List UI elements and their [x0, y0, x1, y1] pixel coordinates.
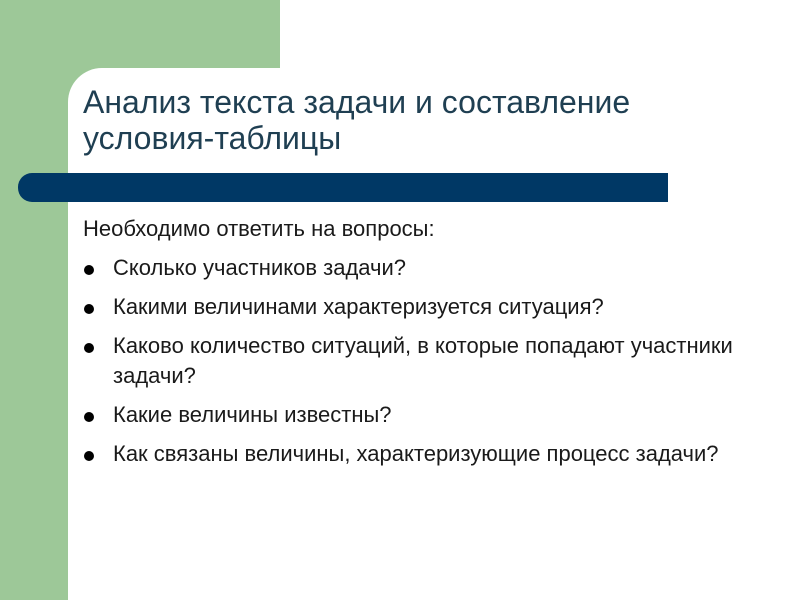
question-item [83, 292, 773, 322]
question-item [83, 439, 773, 469]
questions-list [83, 253, 773, 478]
question-text: Каково количество ситуаций, в которые попадают участники задачи? [113, 333, 733, 388]
question-text: Какие величины известны? [113, 402, 392, 427]
bullet-icon [84, 304, 94, 314]
background-green-left-strip [0, 0, 68, 600]
question-text: Сколько участников задачи? [113, 255, 407, 280]
title-divider-bar [18, 173, 668, 202]
bullet-icon [84, 265, 94, 275]
bullet-icon [84, 343, 94, 353]
question-item [83, 253, 773, 283]
question-item [83, 331, 773, 391]
question-text: Какими величинами характеризуется ситуация? [113, 294, 604, 319]
intro-text: Необходимо ответить на вопросы: [83, 216, 435, 241]
slide-title: Анализ текста задачи и составление условия-таблицы [83, 84, 631, 156]
question-text: Как связаны величины, характеризующие процесс задачи? [113, 441, 719, 466]
bullet-icon [84, 412, 94, 422]
bullet-icon [84, 451, 94, 461]
question-item [83, 400, 773, 430]
